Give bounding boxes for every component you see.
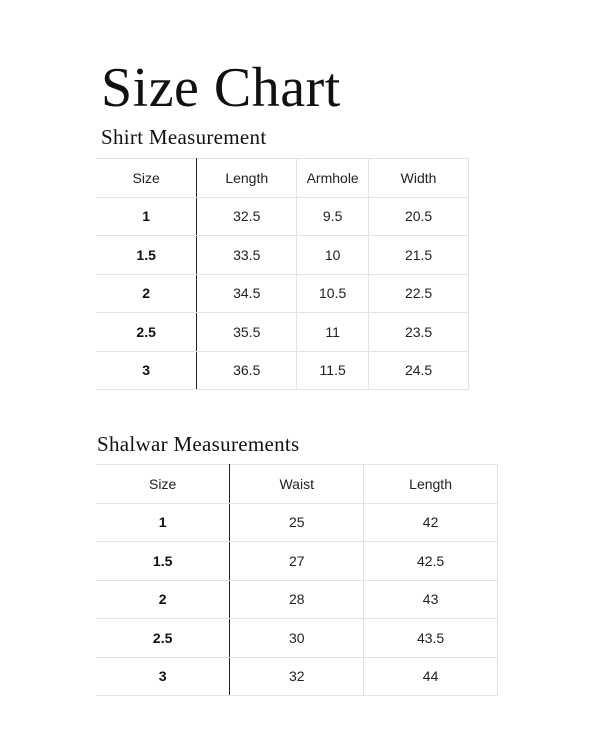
- length-cell: 43: [364, 580, 498, 619]
- table-row: [96, 657, 498, 696]
- length-cell: 34.5: [197, 274, 297, 313]
- table-row: [96, 351, 469, 390]
- size-cell: 3: [96, 657, 230, 696]
- size-cell: 2.5: [96, 619, 230, 658]
- table-row: [96, 236, 469, 275]
- column-header-size: Size: [96, 159, 197, 198]
- table-row: [96, 619, 498, 658]
- armhole-cell: 10.5: [297, 274, 369, 313]
- armhole-cell: 10: [297, 236, 369, 275]
- column-header-waist: Waist: [230, 465, 364, 504]
- shalwar-size-table: [96, 464, 498, 696]
- waist-cell: 25: [230, 503, 364, 542]
- size-cell: 1: [96, 197, 197, 236]
- length-cell: 36.5: [197, 351, 297, 390]
- waist-cell: 32: [230, 657, 364, 696]
- page-title: Size Chart: [101, 57, 341, 119]
- armhole-cell: 9.5: [297, 197, 369, 236]
- waist-cell: 28: [230, 580, 364, 619]
- size-cell: 1.5: [96, 236, 197, 275]
- table-row: [96, 274, 469, 313]
- table-row: [96, 580, 498, 619]
- column-header-size: Size: [96, 465, 230, 504]
- table-row: [96, 197, 469, 236]
- size-cell: 2.5: [96, 313, 197, 352]
- shirt-section-title: Shirt Measurement: [101, 125, 267, 149]
- shirt-size-table: [96, 158, 469, 390]
- armhole-cell: 11.5: [297, 351, 369, 390]
- length-cell: 43.5: [364, 619, 498, 658]
- waist-cell: 30: [230, 619, 364, 658]
- table-row: [96, 503, 498, 542]
- width-cell: 24.5: [369, 351, 469, 390]
- column-header-length: Length: [364, 465, 498, 504]
- waist-cell: 27: [230, 542, 364, 581]
- size-cell: 1: [96, 503, 230, 542]
- length-cell: 35.5: [197, 313, 297, 352]
- length-cell: 42: [364, 503, 498, 542]
- size-cell: 1.5: [96, 542, 230, 581]
- size-cell: 3: [96, 351, 197, 390]
- column-header-width: Width: [369, 159, 469, 198]
- table-header-row: [96, 159, 469, 198]
- width-cell: 21.5: [369, 236, 469, 275]
- width-cell: 20.5: [369, 197, 469, 236]
- shalwar-section-title: Shalwar Measurements: [97, 432, 300, 456]
- length-cell: 44: [364, 657, 498, 696]
- size-cell: 2: [96, 580, 230, 619]
- width-cell: 22.5: [369, 274, 469, 313]
- table-row: [96, 313, 469, 352]
- column-header-length: Length: [197, 159, 297, 198]
- length-cell: 32.5: [197, 197, 297, 236]
- size-cell: 2: [96, 274, 197, 313]
- armhole-cell: 11: [297, 313, 369, 352]
- column-header-armhole: Armhole: [297, 159, 369, 198]
- width-cell: 23.5: [369, 313, 469, 352]
- length-cell: 33.5: [197, 236, 297, 275]
- table-row: [96, 542, 498, 581]
- table-header-row: [96, 465, 498, 504]
- length-cell: 42.5: [364, 542, 498, 581]
